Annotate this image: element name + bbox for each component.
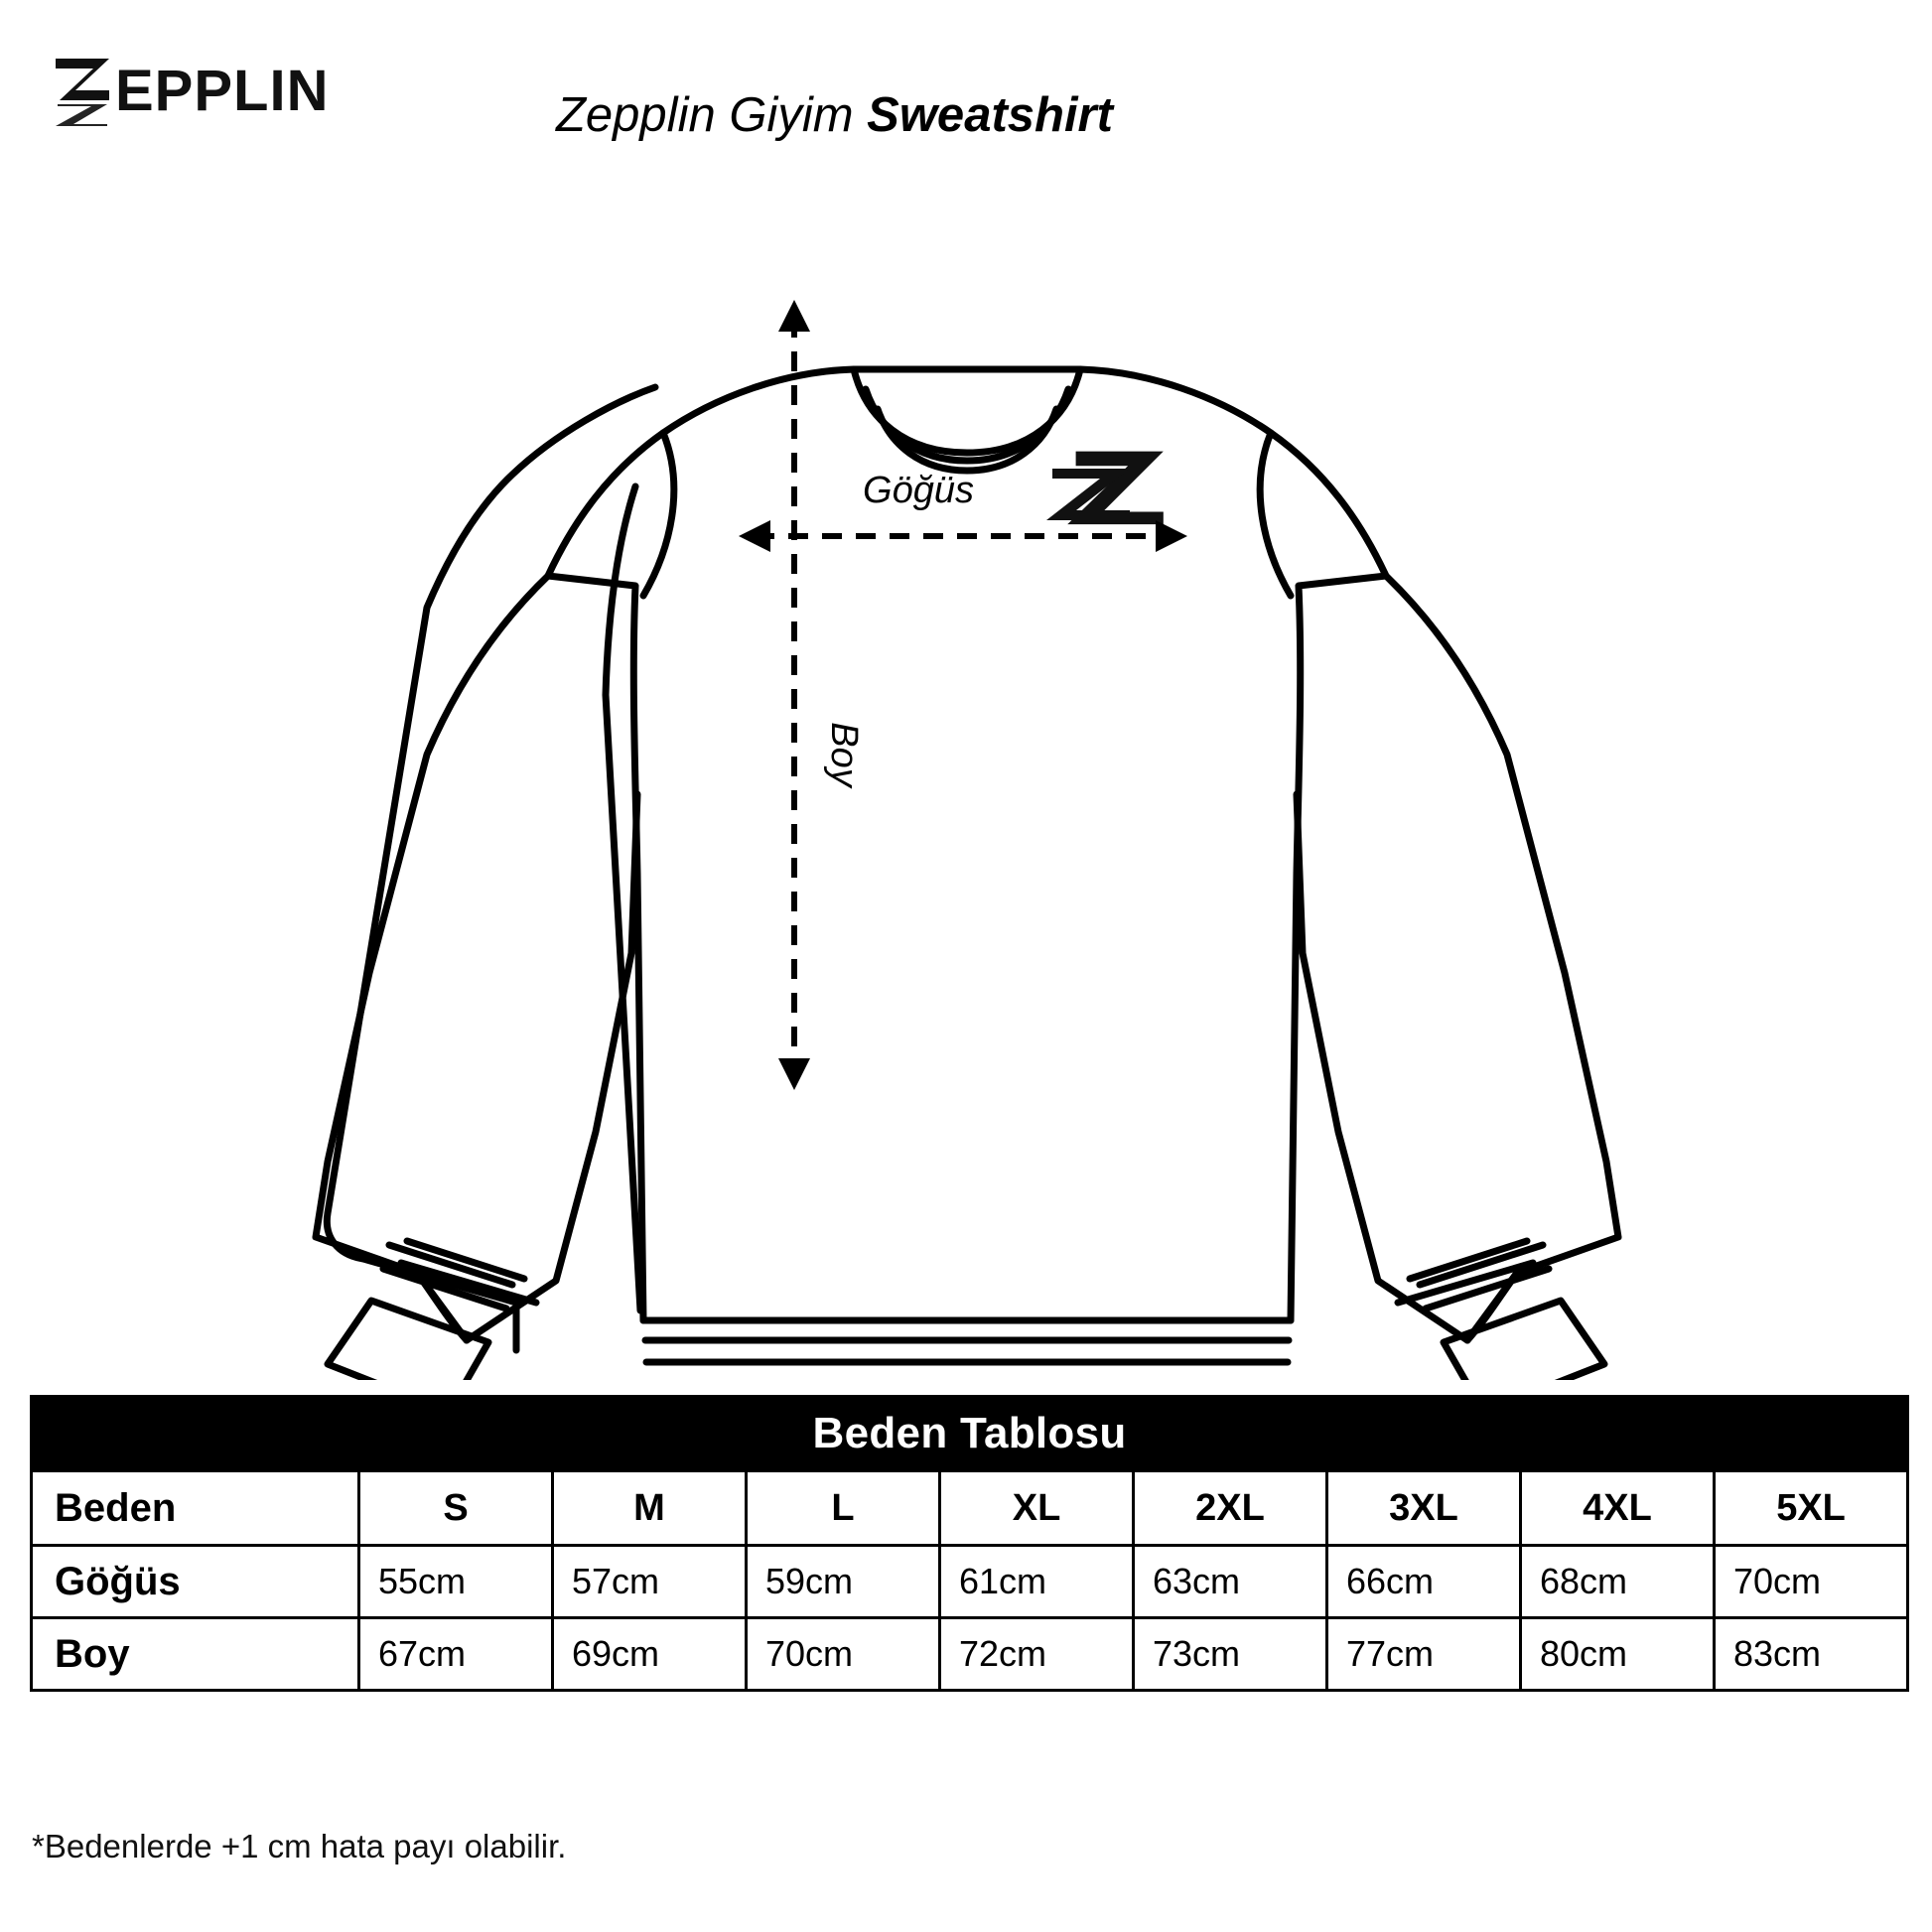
- header-cell-3xl: 3XL: [1327, 1471, 1521, 1546]
- gogus-l: 59cm: [747, 1546, 940, 1618]
- sweatshirt-illustration: [0, 159, 1932, 1380]
- header-cell-s: S: [359, 1471, 553, 1546]
- table-row-boy: [32, 1618, 1908, 1691]
- gogus-2xl: 63cm: [1134, 1546, 1327, 1618]
- header-cell-4xl: 4XL: [1521, 1471, 1715, 1546]
- row-label-boy: Boy: [32, 1618, 359, 1691]
- boy-3xl: 77cm: [1327, 1618, 1521, 1691]
- header-cell-2xl: 2XL: [1134, 1471, 1327, 1546]
- gogus-xl: 61cm: [940, 1546, 1134, 1618]
- boy-4xl: 80cm: [1521, 1618, 1715, 1691]
- gogus-4xl: 68cm: [1521, 1546, 1715, 1618]
- vertical-double-arrow-icon: [778, 300, 810, 1090]
- chest-measure-label: Göğüs: [863, 470, 974, 511]
- zepplin-z-chest-logo-icon: [1046, 452, 1164, 525]
- boy-m: 69cm: [553, 1618, 747, 1691]
- page-title: [556, 87, 1113, 143]
- tolerance-note: *Bedenlerde +1 cm hata payı olabilir.: [32, 1828, 567, 1864]
- boy-xl: 72cm: [940, 1618, 1134, 1691]
- header-cell-m: M: [553, 1471, 747, 1546]
- gogus-s: 55cm: [359, 1546, 553, 1618]
- boy-2xl: 73cm: [1134, 1618, 1327, 1691]
- gogus-5xl: 70cm: [1715, 1546, 1908, 1618]
- row-label-gogus: Göğüs: [32, 1546, 359, 1618]
- brand-logo: [52, 52, 330, 131]
- horizontal-double-arrow-icon: [739, 520, 1187, 552]
- zepplin-z-logo-icon: [52, 55, 113, 128]
- header-cell-l: L: [747, 1471, 940, 1546]
- page-title-light: Zepplin Giyim: [556, 88, 868, 142]
- size-table: [30, 1395, 1909, 1692]
- brand-name: EPPLIN: [115, 59, 330, 123]
- header-cell-beden: Beden: [32, 1471, 359, 1546]
- gogus-m: 57cm: [553, 1546, 747, 1618]
- header-cell-5xl: 5XL: [1715, 1471, 1908, 1546]
- header-cell-xl: XL: [940, 1471, 1134, 1546]
- gogus-3xl: 66cm: [1327, 1546, 1521, 1618]
- table-title-row: [32, 1397, 1908, 1471]
- length-measure-label: Boy: [823, 722, 865, 787]
- table-header-row: [32, 1471, 1908, 1546]
- table-title: Beden Tablosu: [32, 1397, 1908, 1471]
- boy-s: 67cm: [359, 1618, 553, 1691]
- boy-5xl: 83cm: [1715, 1618, 1908, 1691]
- boy-l: 70cm: [747, 1618, 940, 1691]
- page-title-bold: Sweatshirt: [867, 88, 1113, 142]
- table-row-gogus: [32, 1546, 1908, 1618]
